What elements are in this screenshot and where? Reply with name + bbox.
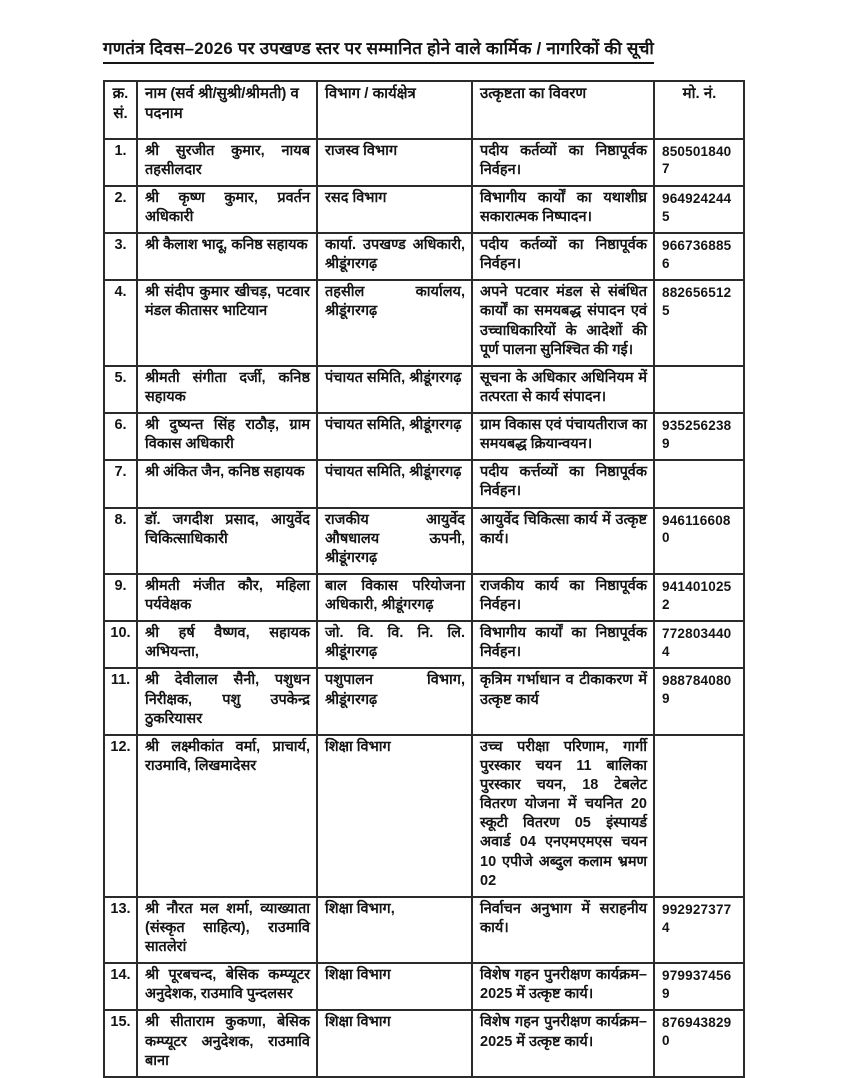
table-row [104, 574, 744, 621]
cell-department: तहसील कार्यालय, श्रीडूंगरगढ़ [317, 280, 472, 366]
honorees-table [103, 80, 745, 1078]
column-header-description: उत्कृष्टता का विवरण [472, 81, 654, 139]
cell-name: श्री कैलाश भादू, कनिष्ठ सहायक [137, 233, 317, 280]
cell-name: श्रीमती मंजीत कौर, महिला पर्यवेक्षक [137, 574, 317, 621]
cell-department: शिक्षा विभाग, [317, 897, 472, 963]
cell-mobile-number [654, 735, 744, 897]
cell-mobile-number: 9461166080 [654, 508, 744, 574]
table-row [104, 139, 744, 186]
cell-department: बाल विकास परियोजना अधिकारी, श्रीडूंगरगढ़ [317, 574, 472, 621]
cell-serial-number: 4. [104, 280, 137, 366]
cell-description: राजकीय कार्य का निष्ठापूर्वक निर्वहन। [472, 574, 654, 621]
document-title-text: गणतंत्र दिवस–2026 पर उपखण्ड स्तर पर सम्मानित होने वाले कार्मिक / नागरिकों की सूची [103, 39, 654, 64]
cell-serial-number: 9. [104, 574, 137, 621]
cell-serial-number: 1. [104, 139, 137, 186]
cell-description: विशेष गहन पुनरीक्षण कार्यक्रम–2025 में उत्कृष्ट कार्य। [472, 963, 654, 1010]
cell-name: श्री कृष्ण कुमार, प्रवर्तन अधिकारी [137, 186, 317, 233]
cell-name: श्री संदीप कुमार खीचड़, पटवार मंडल कीतासर भाटियान [137, 280, 317, 366]
cell-serial-number: 6. [104, 413, 137, 460]
cell-description: अपने पटवार मंडल से संबंधित कार्यों का समयबद्ध संपादन एवं उच्चाधिकारियों के आदेशों की पूर्ण पालना सुनिश्चित की गई। [472, 280, 654, 366]
cell-serial-number: 2. [104, 186, 137, 233]
cell-department: शिक्षा विभाग [317, 963, 472, 1010]
cell-mobile-number: 9929273774 [654, 897, 744, 963]
cell-description: उच्च परीक्षा परिणाम, गार्गी पुरस्कार चयन 11 बालिका पुरस्कार चयन, 18 टेबलेट वितरण योजना में चयनित 20 स्कूटी वितरण 05 इंस्पायर्ड अवार्ड 04 एनएमएमएस चयन 10 एपीजे अब्दुल कलाम भ्रमण 02 [472, 735, 654, 897]
table-header-row [104, 81, 744, 139]
cell-mobile-number: 9649242445 [654, 186, 744, 233]
table-row [104, 897, 744, 963]
cell-description: आयुर्वेद चिकित्सा कार्य में उत्कृष्ट कार्य। [472, 508, 654, 574]
cell-mobile-number: 7728034404 [654, 621, 744, 668]
cell-serial-number: 10. [104, 621, 137, 668]
table-row [104, 186, 744, 233]
table-row [104, 508, 744, 574]
table-row [104, 735, 744, 897]
cell-description: पदीय कर्त्तव्यों का निष्ठापूर्वक निर्वहन। [472, 460, 654, 507]
cell-description: पदीय कर्तव्यों का निष्ठापूर्वक निर्वहन। [472, 233, 654, 280]
cell-serial-number: 14. [104, 963, 137, 1010]
column-header-department: विभाग / कार्यक्षेत्र [317, 81, 472, 139]
cell-name: श्री दुष्यन्त सिंह राठौड़, ग्राम विकास अधिकारी [137, 413, 317, 460]
cell-name: श्री सुरजीत कुमार, नायब तहसीलदार [137, 139, 317, 186]
cell-serial-number: 12. [104, 735, 137, 897]
cell-description: पदीय कर्तव्यों का निष्ठापूर्वक निर्वहन। [472, 139, 654, 186]
cell-department: कार्या. उपखण्ड अधिकारी, श्रीडूंगरगढ़ [317, 233, 472, 280]
cell-name: श्रीमती संगीता दर्जी, कनिष्ठ सहायक [137, 366, 317, 413]
cell-name: डॉ. जगदीश प्रसाद, आयुर्वेद चिकित्साधिकारी [137, 508, 317, 574]
column-header-mobile: मो. नं. [654, 81, 744, 139]
cell-department: जो. वि. वि. नि. लि. श्रीडूंगरगढ़ [317, 621, 472, 668]
cell-department: पशुपालन विभाग, श्रीडूंगरगढ़ [317, 668, 472, 734]
table-row [104, 413, 744, 460]
cell-name: श्री पूरबचन्द, बेसिक कम्प्यूटर अनुदेशक, राउमावि पुन्दलसर [137, 963, 317, 1010]
cell-department: राजकीय आयुर्वेद औषधालय ऊपनी, श्रीडूंगरगढ़ [317, 508, 472, 574]
column-header-name: नाम (सर्व श्री/सुश्री/श्रीमती) व पदनाम [137, 81, 317, 139]
cell-mobile-number: 9352562389 [654, 413, 744, 460]
column-header-serial: क्र. सं. [104, 81, 137, 139]
cell-description: विशेष गहन पुनरीक्षण कार्यक्रम–2025 में उत्कृष्ट कार्य। [472, 1010, 654, 1076]
cell-serial-number: 13. [104, 897, 137, 963]
cell-mobile-number: 8769438290 [654, 1010, 744, 1076]
cell-serial-number: 5. [104, 366, 137, 413]
cell-name: श्री देवीलाल सैनी, पशुधन निरीक्षक, पशु उपकेन्द्र ठुकरियासर [137, 668, 317, 734]
cell-description: विभागीय कार्यों का निष्ठापूर्वक निर्वहन। [472, 621, 654, 668]
cell-description: कृत्रिम गर्भाधान व टीकाकरण में उत्कृष्ट कार्य [472, 668, 654, 734]
table-row [104, 233, 744, 280]
cell-serial-number: 11. [104, 668, 137, 734]
cell-mobile-number: 9799374569 [654, 963, 744, 1010]
cell-name: श्री नौरत मल शर्मा, व्याख्याता (संस्कृत साहित्य), राउमावि सातलेरां [137, 897, 317, 963]
cell-mobile-number: 9667368856 [654, 233, 744, 280]
cell-description: विभागीय कार्यों का यथाशीघ्र सकारात्मक निष्पादन। [472, 186, 654, 233]
cell-department: राजस्व विभाग [317, 139, 472, 186]
cell-serial-number: 15. [104, 1010, 137, 1076]
document-title [103, 36, 843, 59]
table-row [104, 460, 744, 507]
cell-description: सूचना के अधिकार अधिनियम में तत्परता से कार्य संपादन। [472, 366, 654, 413]
cell-mobile-number: 9887840809 [654, 668, 744, 734]
cell-mobile-number [654, 460, 744, 507]
table-row [104, 621, 744, 668]
table-row [104, 280, 744, 366]
table-row [104, 963, 744, 1010]
table-row [104, 1010, 744, 1076]
cell-department: रसद विभाग [317, 186, 472, 233]
cell-department: पंचायत समिति, श्रीडूंगरगढ़ [317, 413, 472, 460]
cell-department: शिक्षा विभाग [317, 735, 472, 897]
cell-name: श्री हर्ष वैष्णव, सहायक अभियन्ता, [137, 621, 317, 668]
table-row [104, 668, 744, 734]
cell-mobile-number: 8826565125 [654, 280, 744, 366]
cell-serial-number: 3. [104, 233, 137, 280]
table-body [104, 139, 744, 1077]
cell-department: पंचायत समिति, श्रीडूंगरगढ़ [317, 460, 472, 507]
cell-serial-number: 7. [104, 460, 137, 507]
cell-mobile-number: 9414010252 [654, 574, 744, 621]
cell-mobile-number [654, 366, 744, 413]
cell-name: श्री लक्ष्मीकांत वर्मा, प्राचार्य, राउमावि, लिखमादेसर [137, 735, 317, 897]
cell-department: शिक्षा विभाग [317, 1010, 472, 1076]
cell-department: पंचायत समिति, श्रीडूंगरगढ़ [317, 366, 472, 413]
cell-mobile-number: 8505018407 [654, 139, 744, 186]
cell-serial-number: 8. [104, 508, 137, 574]
table-row [104, 366, 744, 413]
cell-description: निर्वाचन अनुभाग में सराहनीय कार्य। [472, 897, 654, 963]
cell-name: श्री सीताराम कुकणा, बेसिक कम्प्यूटर अनुदेशक, राउमावि बाना [137, 1010, 317, 1076]
cell-description: ग्राम विकास एवं पंचायतीराज का समयबद्ध क्रियान्वयन। [472, 413, 654, 460]
cell-name: श्री अंकित जैन, कनिष्ठ सहायक [137, 460, 317, 507]
